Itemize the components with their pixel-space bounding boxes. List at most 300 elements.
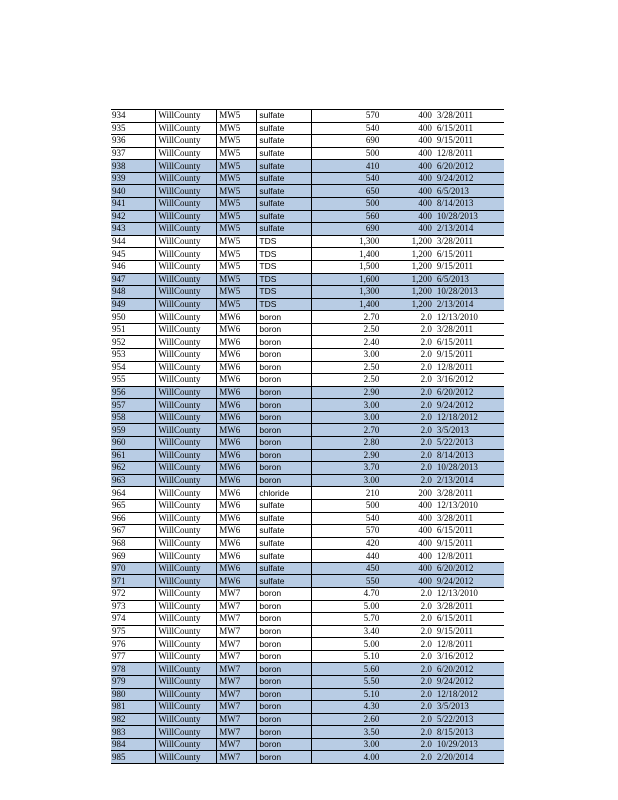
- table-row: [111, 248, 504, 261]
- result-cell: 690: [312, 135, 386, 148]
- well-cell: MW5: [217, 160, 257, 173]
- row-id: 966: [111, 512, 156, 525]
- standard-cell: 400: [385, 223, 435, 236]
- standard-cell: 2.0: [385, 638, 435, 651]
- table-row: [111, 160, 504, 173]
- well-cell: MW7: [217, 688, 257, 701]
- date-cell: 10/29/2013: [435, 738, 504, 751]
- table-row: [111, 738, 504, 751]
- result-cell: 1,300: [312, 235, 386, 248]
- well-cell: MW5: [217, 122, 257, 135]
- table-row: [111, 625, 504, 638]
- date-cell: 12/18/2012: [435, 411, 504, 424]
- county-cell: WillCounty: [156, 147, 217, 160]
- county-cell: WillCounty: [156, 625, 217, 638]
- standard-cell: 2.0: [385, 424, 435, 437]
- table-row: [111, 223, 504, 236]
- table-row: [111, 135, 504, 148]
- result-cell: 500: [312, 198, 386, 211]
- row-id: 982: [111, 713, 156, 726]
- parameter-cell: chloride: [257, 487, 312, 500]
- parameter-cell: boron: [257, 437, 312, 450]
- county-cell: WillCounty: [156, 298, 217, 311]
- parameter-cell: boron: [257, 311, 312, 324]
- row-id: 934: [111, 110, 156, 123]
- county-cell: WillCounty: [156, 210, 217, 223]
- well-cell: MW6: [217, 499, 257, 512]
- well-cell: MW5: [217, 135, 257, 148]
- standard-cell: 2.0: [385, 474, 435, 487]
- well-cell: MW7: [217, 751, 257, 764]
- table-row: [111, 311, 504, 324]
- county-cell: WillCounty: [156, 587, 217, 600]
- result-cell: 4.30: [312, 701, 386, 714]
- well-cell: MW7: [217, 600, 257, 613]
- date-cell: 3/28/2011: [435, 600, 504, 613]
- table-row: [111, 185, 504, 198]
- result-cell: 3.70: [312, 462, 386, 475]
- date-cell: 3/28/2011: [435, 235, 504, 248]
- well-cell: MW5: [217, 198, 257, 211]
- result-cell: 5.00: [312, 600, 386, 613]
- well-cell: MW7: [217, 587, 257, 600]
- table-row: [111, 562, 504, 575]
- row-id: 947: [111, 273, 156, 286]
- result-cell: 2.50: [312, 374, 386, 387]
- county-cell: WillCounty: [156, 185, 217, 198]
- table-row: [111, 663, 504, 676]
- table-row: [111, 210, 504, 223]
- standard-cell: 400: [385, 210, 435, 223]
- well-cell: MW6: [217, 550, 257, 563]
- table-row: [111, 751, 504, 764]
- parameter-cell: sulfate: [257, 160, 312, 173]
- date-cell: 9/15/2011: [435, 135, 504, 148]
- well-cell: MW6: [217, 424, 257, 437]
- standard-cell: 2.0: [385, 374, 435, 387]
- county-cell: WillCounty: [156, 122, 217, 135]
- standard-cell: 2.0: [385, 361, 435, 374]
- row-id: 938: [111, 160, 156, 173]
- standard-cell: 400: [385, 550, 435, 563]
- date-cell: 12/8/2011: [435, 550, 504, 563]
- parameter-cell: sulfate: [257, 562, 312, 575]
- well-cell: MW5: [217, 223, 257, 236]
- row-id: 979: [111, 676, 156, 689]
- well-cell: MW6: [217, 487, 257, 500]
- row-id: 960: [111, 437, 156, 450]
- well-cell: MW7: [217, 613, 257, 626]
- table-row: [111, 411, 504, 424]
- parameter-cell: TDS: [257, 260, 312, 273]
- row-id: 976: [111, 638, 156, 651]
- parameter-cell: boron: [257, 462, 312, 475]
- parameter-cell: boron: [257, 751, 312, 764]
- well-cell: MW5: [217, 185, 257, 198]
- row-id: 983: [111, 726, 156, 739]
- row-id: 967: [111, 525, 156, 538]
- result-cell: 560: [312, 210, 386, 223]
- county-cell: WillCounty: [156, 751, 217, 764]
- standard-cell: 2.0: [385, 726, 435, 739]
- date-cell: 3/28/2011: [435, 110, 504, 123]
- parameter-cell: sulfate: [257, 525, 312, 538]
- table-row: [111, 348, 504, 361]
- result-cell: 570: [312, 110, 386, 123]
- county-cell: WillCounty: [156, 223, 217, 236]
- row-id: 940: [111, 185, 156, 198]
- county-cell: WillCounty: [156, 110, 217, 123]
- date-cell: 6/20/2012: [435, 160, 504, 173]
- result-cell: 3.00: [312, 738, 386, 751]
- row-id: 941: [111, 198, 156, 211]
- table-row: [111, 537, 504, 550]
- result-cell: 5.60: [312, 663, 386, 676]
- row-id: 952: [111, 336, 156, 349]
- table-row: [111, 323, 504, 336]
- standard-cell: 2.0: [385, 688, 435, 701]
- table-row: [111, 462, 504, 475]
- result-cell: 2.50: [312, 323, 386, 336]
- standard-cell: 2.0: [385, 600, 435, 613]
- parameter-cell: boron: [257, 738, 312, 751]
- result-cell: 1,400: [312, 248, 386, 261]
- row-id: 985: [111, 751, 156, 764]
- result-cell: 540: [312, 512, 386, 525]
- table-row: [111, 676, 504, 689]
- table-row: [111, 110, 504, 123]
- date-cell: 6/15/2011: [435, 122, 504, 135]
- row-id: 969: [111, 550, 156, 563]
- standard-cell: 400: [385, 575, 435, 588]
- date-cell: 8/14/2013: [435, 198, 504, 211]
- result-cell: 420: [312, 537, 386, 550]
- table-row: [111, 437, 504, 450]
- county-cell: WillCounty: [156, 336, 217, 349]
- well-cell: MW6: [217, 411, 257, 424]
- result-cell: 2.70: [312, 424, 386, 437]
- result-cell: 550: [312, 575, 386, 588]
- table-row: [111, 374, 504, 387]
- parameter-cell: sulfate: [257, 499, 312, 512]
- exceedance-table: [111, 109, 504, 764]
- row-id: 968: [111, 537, 156, 550]
- table-row: [111, 298, 504, 311]
- date-cell: 6/15/2011: [435, 336, 504, 349]
- well-cell: MW6: [217, 311, 257, 324]
- county-cell: WillCounty: [156, 688, 217, 701]
- well-cell: MW7: [217, 713, 257, 726]
- result-cell: 3.00: [312, 474, 386, 487]
- parameter-cell: TDS: [257, 286, 312, 299]
- county-cell: WillCounty: [156, 160, 217, 173]
- result-cell: 540: [312, 122, 386, 135]
- table-row: [111, 198, 504, 211]
- standard-cell: 2.0: [385, 399, 435, 412]
- row-id: 949: [111, 298, 156, 311]
- well-cell: MW5: [217, 273, 257, 286]
- well-cell: MW7: [217, 650, 257, 663]
- result-cell: 1,600: [312, 273, 386, 286]
- result-cell: 1,300: [312, 286, 386, 299]
- county-cell: WillCounty: [156, 323, 217, 336]
- table-row: [111, 512, 504, 525]
- county-cell: WillCounty: [156, 487, 217, 500]
- table-row: [111, 688, 504, 701]
- standard-cell: 1,200: [385, 248, 435, 261]
- well-cell: MW7: [217, 625, 257, 638]
- result-cell: 5.50: [312, 676, 386, 689]
- standard-cell: 400: [385, 160, 435, 173]
- row-id: 971: [111, 575, 156, 588]
- parameter-cell: boron: [257, 361, 312, 374]
- date-cell: 6/15/2011: [435, 525, 504, 538]
- row-id: 945: [111, 248, 156, 261]
- parameter-cell: boron: [257, 348, 312, 361]
- parameter-cell: boron: [257, 713, 312, 726]
- row-id: 943: [111, 223, 156, 236]
- parameter-cell: boron: [257, 650, 312, 663]
- row-id: 958: [111, 411, 156, 424]
- standard-cell: 400: [385, 562, 435, 575]
- row-id: 974: [111, 613, 156, 626]
- standard-cell: 2.0: [385, 625, 435, 638]
- row-id: 964: [111, 487, 156, 500]
- well-cell: MW5: [217, 235, 257, 248]
- county-cell: WillCounty: [156, 386, 217, 399]
- standard-cell: 2.0: [385, 336, 435, 349]
- table-row: [111, 487, 504, 500]
- result-cell: 3.00: [312, 399, 386, 412]
- well-cell: MW7: [217, 638, 257, 651]
- date-cell: 9/15/2011: [435, 537, 504, 550]
- parameter-cell: sulfate: [257, 147, 312, 160]
- well-cell: MW7: [217, 676, 257, 689]
- parameter-cell: boron: [257, 386, 312, 399]
- parameter-cell: boron: [257, 663, 312, 676]
- date-cell: 6/20/2012: [435, 663, 504, 676]
- table-row: [111, 336, 504, 349]
- standard-cell: 2.0: [385, 713, 435, 726]
- result-cell: 3.40: [312, 625, 386, 638]
- parameter-cell: boron: [257, 701, 312, 714]
- result-cell: 1,500: [312, 260, 386, 273]
- standard-cell: 2.0: [385, 411, 435, 424]
- row-id: 948: [111, 286, 156, 299]
- well-cell: MW6: [217, 537, 257, 550]
- row-id: 950: [111, 311, 156, 324]
- well-cell: MW6: [217, 525, 257, 538]
- county-cell: WillCounty: [156, 537, 217, 550]
- standard-cell: 2.0: [385, 323, 435, 336]
- standard-cell: 400: [385, 147, 435, 160]
- table-row: [111, 713, 504, 726]
- county-cell: WillCounty: [156, 638, 217, 651]
- parameter-cell: boron: [257, 688, 312, 701]
- date-cell: 12/8/2011: [435, 147, 504, 160]
- well-cell: MW5: [217, 286, 257, 299]
- table-row: [111, 525, 504, 538]
- date-cell: 6/20/2012: [435, 562, 504, 575]
- well-cell: MW5: [217, 298, 257, 311]
- well-cell: MW7: [217, 738, 257, 751]
- well-cell: MW6: [217, 386, 257, 399]
- date-cell: 6/20/2012: [435, 386, 504, 399]
- parameter-cell: boron: [257, 336, 312, 349]
- parameter-cell: boron: [257, 399, 312, 412]
- well-cell: MW6: [217, 336, 257, 349]
- table-row: [111, 499, 504, 512]
- parameter-cell: sulfate: [257, 198, 312, 211]
- table-row: [111, 273, 504, 286]
- county-cell: WillCounty: [156, 512, 217, 525]
- parameter-cell: boron: [257, 600, 312, 613]
- county-cell: WillCounty: [156, 676, 217, 689]
- row-id: 963: [111, 474, 156, 487]
- result-cell: 5.10: [312, 650, 386, 663]
- date-cell: 10/28/2013: [435, 286, 504, 299]
- row-id: 959: [111, 424, 156, 437]
- county-cell: WillCounty: [156, 726, 217, 739]
- date-cell: 3/16/2012: [435, 650, 504, 663]
- standard-cell: 400: [385, 122, 435, 135]
- county-cell: WillCounty: [156, 235, 217, 248]
- result-cell: 690: [312, 223, 386, 236]
- result-cell: 5.70: [312, 613, 386, 626]
- parameter-cell: TDS: [257, 235, 312, 248]
- result-cell: 570: [312, 525, 386, 538]
- date-cell: 6/5/2013: [435, 273, 504, 286]
- county-cell: WillCounty: [156, 437, 217, 450]
- parameter-cell: sulfate: [257, 110, 312, 123]
- result-cell: 2.50: [312, 361, 386, 374]
- result-cell: 500: [312, 499, 386, 512]
- well-cell: MW6: [217, 374, 257, 387]
- well-cell: MW6: [217, 575, 257, 588]
- county-cell: WillCounty: [156, 348, 217, 361]
- table-row: [111, 550, 504, 563]
- standard-cell: 400: [385, 135, 435, 148]
- parameter-cell: boron: [257, 625, 312, 638]
- table-row: [111, 638, 504, 651]
- row-id: 937: [111, 147, 156, 160]
- row-id: 980: [111, 688, 156, 701]
- date-cell: 3/5/2013: [435, 424, 504, 437]
- county-cell: WillCounty: [156, 311, 217, 324]
- table-row: [111, 147, 504, 160]
- date-cell: 6/5/2013: [435, 185, 504, 198]
- date-cell: 3/28/2011: [435, 323, 504, 336]
- result-cell: 4.00: [312, 751, 386, 764]
- well-cell: MW5: [217, 110, 257, 123]
- row-id: 944: [111, 235, 156, 248]
- parameter-cell: sulfate: [257, 537, 312, 550]
- standard-cell: 2.0: [385, 462, 435, 475]
- county-cell: WillCounty: [156, 663, 217, 676]
- result-cell: 2.60: [312, 713, 386, 726]
- data-sheet: [111, 109, 504, 764]
- parameter-cell: sulfate: [257, 122, 312, 135]
- county-cell: WillCounty: [156, 499, 217, 512]
- standard-cell: 400: [385, 110, 435, 123]
- standard-cell: 2.0: [385, 650, 435, 663]
- row-id: 942: [111, 210, 156, 223]
- date-cell: 3/28/2011: [435, 512, 504, 525]
- table-body: [111, 110, 504, 764]
- parameter-cell: sulfate: [257, 135, 312, 148]
- result-cell: 5.10: [312, 688, 386, 701]
- county-cell: WillCounty: [156, 462, 217, 475]
- county-cell: WillCounty: [156, 701, 217, 714]
- county-cell: WillCounty: [156, 525, 217, 538]
- well-cell: MW5: [217, 260, 257, 273]
- county-cell: WillCounty: [156, 361, 217, 374]
- county-cell: WillCounty: [156, 286, 217, 299]
- standard-cell: 1,200: [385, 235, 435, 248]
- standard-cell: 1,200: [385, 286, 435, 299]
- table-row: [111, 613, 504, 626]
- well-cell: MW6: [217, 562, 257, 575]
- well-cell: MW6: [217, 361, 257, 374]
- result-cell: 2.90: [312, 449, 386, 462]
- well-cell: MW7: [217, 701, 257, 714]
- standard-cell: 2.0: [385, 701, 435, 714]
- date-cell: 5/22/2013: [435, 437, 504, 450]
- county-cell: WillCounty: [156, 449, 217, 462]
- table-row: [111, 600, 504, 613]
- standard-cell: 2.0: [385, 751, 435, 764]
- result-cell: 4.70: [312, 587, 386, 600]
- date-cell: 12/8/2011: [435, 361, 504, 374]
- date-cell: 3/28/2011: [435, 487, 504, 500]
- parameter-cell: sulfate: [257, 512, 312, 525]
- standard-cell: 2.0: [385, 663, 435, 676]
- table-row: [111, 587, 504, 600]
- county-cell: WillCounty: [156, 424, 217, 437]
- table-row: [111, 474, 504, 487]
- date-cell: 2/13/2014: [435, 223, 504, 236]
- standard-cell: 400: [385, 537, 435, 550]
- county-cell: WillCounty: [156, 738, 217, 751]
- table-row: [111, 235, 504, 248]
- county-cell: WillCounty: [156, 474, 217, 487]
- standard-cell: 2.0: [385, 613, 435, 626]
- result-cell: 650: [312, 185, 386, 198]
- parameter-cell: boron: [257, 613, 312, 626]
- parameter-cell: boron: [257, 411, 312, 424]
- date-cell: 9/15/2011: [435, 625, 504, 638]
- well-cell: MW6: [217, 462, 257, 475]
- row-id: 965: [111, 499, 156, 512]
- row-id: 953: [111, 348, 156, 361]
- parameter-cell: boron: [257, 676, 312, 689]
- date-cell: 9/15/2011: [435, 348, 504, 361]
- county-cell: WillCounty: [156, 260, 217, 273]
- well-cell: MW5: [217, 210, 257, 223]
- table-row: [111, 286, 504, 299]
- row-id: 939: [111, 172, 156, 185]
- parameter-cell: TDS: [257, 298, 312, 311]
- standard-cell: 2.0: [385, 437, 435, 450]
- date-cell: 3/5/2013: [435, 701, 504, 714]
- standard-cell: 2.0: [385, 738, 435, 751]
- date-cell: 10/28/2013: [435, 210, 504, 223]
- county-cell: WillCounty: [156, 713, 217, 726]
- row-id: 962: [111, 462, 156, 475]
- standard-cell: 2.0: [385, 449, 435, 462]
- result-cell: 1,400: [312, 298, 386, 311]
- well-cell: MW5: [217, 172, 257, 185]
